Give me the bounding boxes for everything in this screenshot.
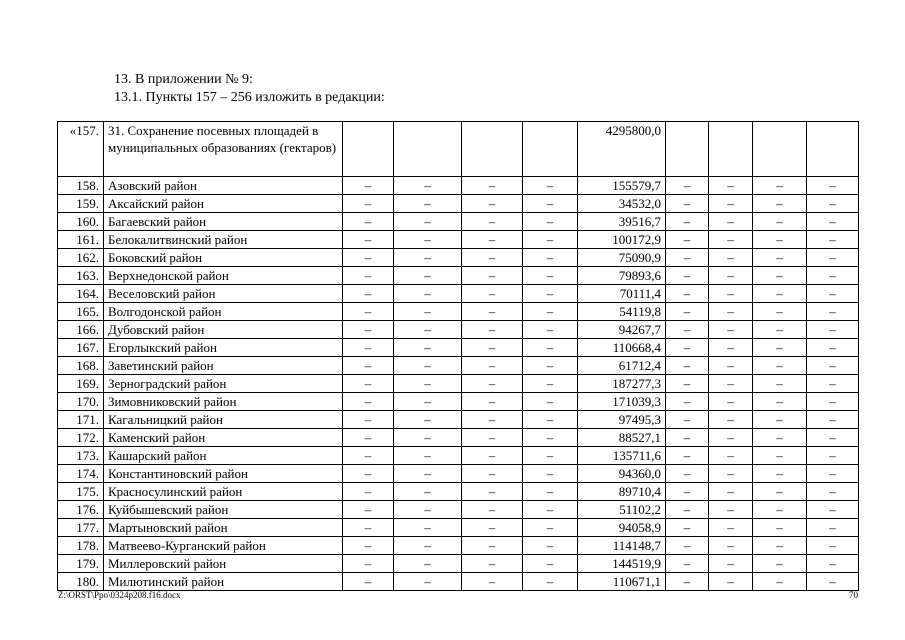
dash-cell: – xyxy=(666,195,709,213)
row-number: 170. xyxy=(58,393,104,411)
dash-cell: – xyxy=(753,555,807,573)
dash-cell: – xyxy=(753,375,807,393)
dash-cell: – xyxy=(394,177,462,195)
table-row xyxy=(58,375,859,393)
row-name: Аксайский район xyxy=(104,195,343,213)
dash-cell: – xyxy=(709,555,753,573)
dash-cell: – xyxy=(394,411,462,429)
dash-cell: – xyxy=(523,555,578,573)
dash-cell: – xyxy=(394,447,462,465)
dash-cell: – xyxy=(523,411,578,429)
dash-cell: – xyxy=(462,267,523,285)
row-name: Милютинский район xyxy=(104,573,343,591)
dash-cell: – xyxy=(807,501,859,519)
dash-cell: – xyxy=(523,375,578,393)
row-value: 88527,1 xyxy=(578,429,666,447)
table-row xyxy=(58,267,859,285)
dash-cell: – xyxy=(807,339,859,357)
row-name: Константиновский район xyxy=(104,465,343,483)
dash-cell: – xyxy=(462,465,523,483)
dash-cell: – xyxy=(807,537,859,555)
dash-cell: – xyxy=(753,249,807,267)
dash-cell: – xyxy=(807,465,859,483)
table-row xyxy=(58,393,859,411)
dash-cell: – xyxy=(462,429,523,447)
empty-cell xyxy=(523,122,578,177)
dash-cell: – xyxy=(666,465,709,483)
dash-cell: – xyxy=(523,501,578,519)
row-value: 114148,7 xyxy=(578,537,666,555)
row-name: 31. Сохранение посевных площадей в муниципальных образованиях (гектаров) xyxy=(104,122,343,177)
row-value: 155579,7 xyxy=(578,177,666,195)
table-row xyxy=(58,213,859,231)
dash-cell: – xyxy=(343,321,394,339)
row-name: Зимовниковский район xyxy=(104,393,343,411)
dash-cell: – xyxy=(753,411,807,429)
dash-cell: – xyxy=(666,519,709,537)
row-value: 110668,4 xyxy=(578,339,666,357)
dash-cell: – xyxy=(753,447,807,465)
empty-cell xyxy=(666,122,709,177)
dash-cell: – xyxy=(753,483,807,501)
table-row xyxy=(58,555,859,573)
dash-cell: – xyxy=(666,393,709,411)
dash-cell: – xyxy=(666,231,709,249)
table-row xyxy=(58,303,859,321)
dash-cell: – xyxy=(523,357,578,375)
table-row xyxy=(58,321,859,339)
dash-cell: – xyxy=(462,339,523,357)
dash-cell: – xyxy=(807,213,859,231)
dash-cell: – xyxy=(343,177,394,195)
dash-cell: – xyxy=(666,285,709,303)
dash-cell: – xyxy=(709,285,753,303)
dash-cell: – xyxy=(462,195,523,213)
dash-cell: – xyxy=(807,483,859,501)
row-name: Миллеровский район xyxy=(104,555,343,573)
row-name: Кашарский район xyxy=(104,447,343,465)
dash-cell: – xyxy=(753,231,807,249)
dash-cell: – xyxy=(666,501,709,519)
row-name: Мартыновский район xyxy=(104,519,343,537)
row-value: 94058,9 xyxy=(578,519,666,537)
intro-line-2: 13.1. Пункты 157 – 256 изложить в редакции: xyxy=(114,90,385,105)
dash-cell: – xyxy=(753,501,807,519)
dash-cell: – xyxy=(394,501,462,519)
table-row xyxy=(58,501,859,519)
dash-cell: – xyxy=(753,213,807,231)
table-row xyxy=(58,465,859,483)
dash-cell: – xyxy=(666,267,709,285)
dash-cell: – xyxy=(807,249,859,267)
row-name: Волгодонской район xyxy=(104,303,343,321)
row-value: 94267,7 xyxy=(578,321,666,339)
dash-cell: – xyxy=(462,573,523,591)
row-number: 160. xyxy=(58,213,104,231)
row-value: 79893,6 xyxy=(578,267,666,285)
row-name: Заветинский район xyxy=(104,357,343,375)
dash-cell: – xyxy=(666,357,709,375)
dash-cell: – xyxy=(709,411,753,429)
dash-cell: – xyxy=(709,267,753,285)
row-number: 166. xyxy=(58,321,104,339)
table-row xyxy=(58,231,859,249)
row-name: Егорлыкский район xyxy=(104,339,343,357)
row-name: Кагальницкий район xyxy=(104,411,343,429)
dash-cell: – xyxy=(394,303,462,321)
dash-cell: – xyxy=(462,249,523,267)
intro-line-1: 13. В приложении № 9: xyxy=(114,72,253,87)
dash-cell: – xyxy=(462,357,523,375)
dash-cell: – xyxy=(523,231,578,249)
dash-cell: – xyxy=(394,393,462,411)
row-number: 177. xyxy=(58,519,104,537)
dash-cell: – xyxy=(753,303,807,321)
table-row xyxy=(58,537,859,555)
dash-cell: – xyxy=(523,249,578,267)
dash-cell: – xyxy=(807,231,859,249)
footer-file-path: Z:\ORST\Ppo\0324p208.f16.docx xyxy=(58,590,181,600)
dash-cell: – xyxy=(666,249,709,267)
dash-cell: – xyxy=(807,303,859,321)
dash-cell: – xyxy=(394,483,462,501)
row-number: 179. xyxy=(58,555,104,573)
row-value: 171039,3 xyxy=(578,393,666,411)
dash-cell: – xyxy=(666,303,709,321)
dash-cell: – xyxy=(666,177,709,195)
row-value: 135711,6 xyxy=(578,447,666,465)
row-value: 34532,0 xyxy=(578,195,666,213)
dash-cell: – xyxy=(462,285,523,303)
dash-cell: – xyxy=(753,285,807,303)
row-number: 161. xyxy=(58,231,104,249)
row-name: Куйбышевский район xyxy=(104,501,343,519)
dash-cell: – xyxy=(343,447,394,465)
dash-cell: – xyxy=(523,177,578,195)
row-value: 51102,2 xyxy=(578,501,666,519)
row-value: 100172,9 xyxy=(578,231,666,249)
dash-cell: – xyxy=(753,537,807,555)
row-name: Верхнедонской район xyxy=(104,267,343,285)
row-number: 168. xyxy=(58,357,104,375)
dash-cell: – xyxy=(462,375,523,393)
dash-cell: – xyxy=(666,375,709,393)
dash-cell: – xyxy=(753,321,807,339)
dash-cell: – xyxy=(807,393,859,411)
dash-cell: – xyxy=(709,519,753,537)
dash-cell: – xyxy=(753,519,807,537)
row-number: 158. xyxy=(58,177,104,195)
row-name: Азовский район xyxy=(104,177,343,195)
dash-cell: – xyxy=(462,447,523,465)
dash-cell: – xyxy=(394,429,462,447)
dash-cell: – xyxy=(394,357,462,375)
districts-table xyxy=(57,121,859,591)
row-value: 54119,8 xyxy=(578,303,666,321)
dash-cell: – xyxy=(343,465,394,483)
dash-cell: – xyxy=(523,447,578,465)
dash-cell: – xyxy=(394,339,462,357)
dash-cell: – xyxy=(807,447,859,465)
dash-cell: – xyxy=(343,537,394,555)
empty-cell xyxy=(753,122,807,177)
table-row xyxy=(58,411,859,429)
dash-cell: – xyxy=(807,411,859,429)
dash-cell: – xyxy=(709,231,753,249)
row-number: 175. xyxy=(58,483,104,501)
row-number: «157. xyxy=(58,122,104,177)
dash-cell: – xyxy=(666,321,709,339)
dash-cell: – xyxy=(343,411,394,429)
row-name: Каменский район xyxy=(104,429,343,447)
row-value: 4295800,0 xyxy=(578,122,666,177)
dash-cell: – xyxy=(807,555,859,573)
table-row xyxy=(58,447,859,465)
dash-cell: – xyxy=(666,213,709,231)
dash-cell: – xyxy=(343,267,394,285)
row-value: 110671,1 xyxy=(578,573,666,591)
dash-cell: – xyxy=(666,537,709,555)
dash-cell: – xyxy=(462,537,523,555)
dash-cell: – xyxy=(462,555,523,573)
row-name: Красносулинский район xyxy=(104,483,343,501)
dash-cell: – xyxy=(807,375,859,393)
dash-cell: – xyxy=(523,537,578,555)
dash-cell: – xyxy=(709,537,753,555)
table-row xyxy=(58,519,859,537)
table-row xyxy=(58,573,859,591)
dash-cell: – xyxy=(343,429,394,447)
row-number: 164. xyxy=(58,285,104,303)
empty-cell xyxy=(462,122,523,177)
row-number: 162. xyxy=(58,249,104,267)
footer-page-number: 70 xyxy=(849,590,858,600)
dash-cell: – xyxy=(343,231,394,249)
dash-cell: – xyxy=(666,555,709,573)
dash-cell: – xyxy=(753,357,807,375)
dash-cell: – xyxy=(523,303,578,321)
row-name: Матвеево-Курганский район xyxy=(104,537,343,555)
dash-cell: – xyxy=(462,483,523,501)
table-row xyxy=(58,429,859,447)
row-name: Дубовский район xyxy=(104,321,343,339)
row-name: Боковский район xyxy=(104,249,343,267)
dash-cell: – xyxy=(807,177,859,195)
row-name: Багаевский район xyxy=(104,213,343,231)
row-number: 176. xyxy=(58,501,104,519)
dash-cell: – xyxy=(753,195,807,213)
dash-cell: – xyxy=(394,267,462,285)
dash-cell: – xyxy=(394,231,462,249)
row-number: 169. xyxy=(58,375,104,393)
dash-cell: – xyxy=(523,285,578,303)
dash-cell: – xyxy=(343,249,394,267)
dash-cell: – xyxy=(394,285,462,303)
row-number: 173. xyxy=(58,447,104,465)
dash-cell: – xyxy=(709,213,753,231)
dash-cell: – xyxy=(523,573,578,591)
dash-cell: – xyxy=(394,375,462,393)
row-name: Белокалитвинский район xyxy=(104,231,343,249)
table-row xyxy=(58,195,859,213)
row-number: 159. xyxy=(58,195,104,213)
dash-cell: – xyxy=(807,519,859,537)
empty-cell xyxy=(343,122,394,177)
dash-cell: – xyxy=(343,375,394,393)
table-header-row xyxy=(58,122,859,177)
dash-cell: – xyxy=(462,501,523,519)
row-number: 163. xyxy=(58,267,104,285)
dash-cell: – xyxy=(709,177,753,195)
row-number: 180. xyxy=(58,573,104,591)
dash-cell: – xyxy=(709,339,753,357)
row-number: 165. xyxy=(58,303,104,321)
dash-cell: – xyxy=(394,537,462,555)
dash-cell: – xyxy=(343,357,394,375)
dash-cell: – xyxy=(807,321,859,339)
row-value: 187277,3 xyxy=(578,375,666,393)
dash-cell: – xyxy=(709,501,753,519)
dash-cell: – xyxy=(709,357,753,375)
dash-cell: – xyxy=(523,483,578,501)
dash-cell: – xyxy=(709,249,753,267)
dash-cell: – xyxy=(523,267,578,285)
dash-cell: – xyxy=(462,411,523,429)
row-number: 167. xyxy=(58,339,104,357)
dash-cell: – xyxy=(807,267,859,285)
row-value: 70111,4 xyxy=(578,285,666,303)
table-row xyxy=(58,177,859,195)
dash-cell: – xyxy=(343,195,394,213)
dash-cell: – xyxy=(462,519,523,537)
dash-cell: – xyxy=(343,393,394,411)
dash-cell: – xyxy=(753,429,807,447)
row-name: Веселовский район xyxy=(104,285,343,303)
dash-cell: – xyxy=(753,393,807,411)
row-value: 61712,4 xyxy=(578,357,666,375)
dash-cell: – xyxy=(807,573,859,591)
dash-cell: – xyxy=(343,483,394,501)
dash-cell: – xyxy=(523,465,578,483)
dash-cell: – xyxy=(462,231,523,249)
dash-cell: – xyxy=(462,177,523,195)
dash-cell: – xyxy=(709,465,753,483)
dash-cell: – xyxy=(394,519,462,537)
row-value: 94360,0 xyxy=(578,465,666,483)
dash-cell: – xyxy=(394,249,462,267)
dash-cell: – xyxy=(343,213,394,231)
intro-text xyxy=(114,71,385,107)
dash-cell: – xyxy=(462,321,523,339)
dash-cell: – xyxy=(709,375,753,393)
dash-cell: – xyxy=(394,465,462,483)
row-number: 178. xyxy=(58,537,104,555)
row-name: Зерноградский район xyxy=(104,375,343,393)
dash-cell: – xyxy=(709,303,753,321)
dash-cell: – xyxy=(753,177,807,195)
dash-cell: – xyxy=(343,285,394,303)
dash-cell: – xyxy=(807,357,859,375)
dash-cell: – xyxy=(343,519,394,537)
dash-cell: – xyxy=(666,339,709,357)
dash-cell: – xyxy=(709,447,753,465)
dash-cell: – xyxy=(666,429,709,447)
dash-cell: – xyxy=(343,573,394,591)
dash-cell: – xyxy=(394,321,462,339)
empty-cell xyxy=(709,122,753,177)
dash-cell: – xyxy=(666,573,709,591)
dash-cell: – xyxy=(523,213,578,231)
dash-cell: – xyxy=(709,393,753,411)
row-number: 174. xyxy=(58,465,104,483)
empty-cell xyxy=(394,122,462,177)
row-value: 39516,7 xyxy=(578,213,666,231)
row-value: 144519,9 xyxy=(578,555,666,573)
dash-cell: – xyxy=(807,429,859,447)
dash-cell: – xyxy=(523,195,578,213)
dash-cell: – xyxy=(807,195,859,213)
dash-cell: – xyxy=(462,303,523,321)
dash-cell: – xyxy=(462,213,523,231)
dash-cell: – xyxy=(753,339,807,357)
dash-cell: – xyxy=(709,573,753,591)
dash-cell: – xyxy=(523,519,578,537)
table-row xyxy=(58,357,859,375)
table-row xyxy=(58,285,859,303)
dash-cell: – xyxy=(523,321,578,339)
dash-cell: – xyxy=(343,339,394,357)
dash-cell: – xyxy=(523,339,578,357)
dash-cell: – xyxy=(666,447,709,465)
dash-cell: – xyxy=(753,465,807,483)
row-value: 75090,9 xyxy=(578,249,666,267)
table-row xyxy=(58,483,859,501)
row-number: 172. xyxy=(58,429,104,447)
dash-cell: – xyxy=(462,393,523,411)
row-value: 89710,4 xyxy=(578,483,666,501)
dash-cell: – xyxy=(807,285,859,303)
dash-cell: – xyxy=(753,573,807,591)
dash-cell: – xyxy=(343,555,394,573)
dash-cell: – xyxy=(709,321,753,339)
dash-cell: – xyxy=(709,483,753,501)
dash-cell: – xyxy=(394,573,462,591)
dash-cell: – xyxy=(666,411,709,429)
dash-cell: – xyxy=(394,195,462,213)
dash-cell: – xyxy=(394,213,462,231)
row-number: 171. xyxy=(58,411,104,429)
dash-cell: – xyxy=(523,429,578,447)
dash-cell: – xyxy=(343,501,394,519)
empty-cell xyxy=(807,122,859,177)
dash-cell: – xyxy=(753,267,807,285)
table-body xyxy=(58,122,859,591)
table-row xyxy=(58,249,859,267)
dash-cell: – xyxy=(343,303,394,321)
table-row xyxy=(58,339,859,357)
dash-cell: – xyxy=(394,555,462,573)
dash-cell: – xyxy=(709,429,753,447)
dash-cell: – xyxy=(709,195,753,213)
row-value: 97495,3 xyxy=(578,411,666,429)
dash-cell: – xyxy=(666,483,709,501)
dash-cell: – xyxy=(523,393,578,411)
